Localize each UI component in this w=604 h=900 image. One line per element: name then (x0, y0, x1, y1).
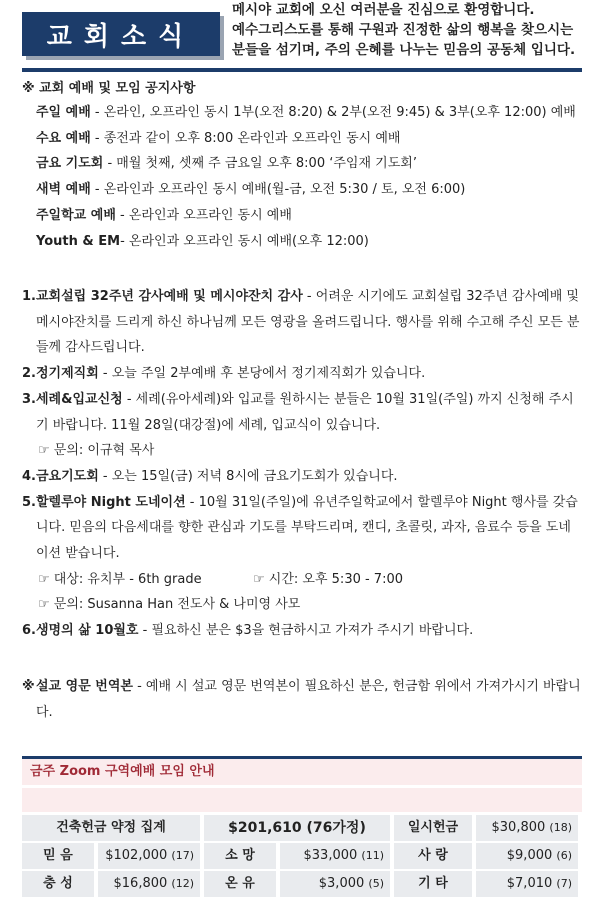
news-title: 생명의 삶 10월호 (36, 623, 139, 639)
news-body: - 어려운 시기에도 교회설립 32주년 감사예배 및 메시야잔치를 드리게 하신 하나님께 모든 영광을 올려드립니다. 행사를 위해 수고해 주신 모든 분들께 감사드립니다. (36, 289, 580, 356)
news-list (22, 284, 582, 644)
news-number: 1. (22, 289, 36, 304)
news-body: - 세례(유아세례)와 입교를 원하시는 분들은 10월 31일(주일) 까지 신청해 주시기 바랍니다. 11월 28일(대강절)에 세례, 입교식이 있습니다. (36, 391, 574, 433)
table-row (20, 842, 580, 870)
amount-count: (18) (549, 821, 572, 834)
amount-value: $16,800 (113, 876, 168, 891)
sermon-translation-note (22, 674, 582, 725)
news-number: 3. (22, 391, 36, 407)
amount-value: $9,000 (506, 848, 553, 863)
news-text (36, 490, 582, 567)
amount-count: (5) (368, 877, 384, 890)
news-body: - 필요하신 분은 $3을 현금하시고 가져가 주시기 바랍니다. (138, 623, 474, 639)
welcome-message (232, 0, 592, 60)
news-text (36, 464, 582, 490)
news-item (22, 618, 582, 644)
news-text (36, 618, 582, 644)
news-item (22, 361, 582, 387)
note-text (36, 674, 582, 725)
news-title: 교회설립 32주년 감사예배 및 메시야잔치 감사 (36, 289, 303, 304)
event-time: ☞ 시간: 오후 5:30 - 7:00 (253, 571, 404, 587)
amount-value: $7,010 (506, 876, 553, 891)
offering-amount (98, 843, 200, 869)
news-item (22, 387, 582, 438)
service-item (22, 151, 582, 177)
building-fund-label: 건축헌금 약정 집계 (22, 815, 200, 841)
news-number: 6. (22, 623, 36, 639)
offering-table (20, 814, 580, 898)
offering-label: 믿 음 (22, 843, 94, 869)
note-title: 설교 영문 번역본 (36, 679, 133, 694)
service-detail: - 종전과 같이 오후 8:00 온라인과 오프라인 동시 예배 (90, 130, 401, 146)
table-row (20, 814, 580, 842)
amount-count: (12) (171, 877, 194, 890)
service-detail: - 매월 첫째, 셋째 주 금요일 오후 8:00 ‘주임재 기도회’ (103, 156, 417, 172)
news-text (36, 284, 582, 361)
amount-count: (11) (361, 849, 384, 862)
service-name: 주일학교 예배 (36, 207, 116, 223)
special-offering-label: 일시헌금 (394, 815, 472, 841)
amount-count: (6) (556, 849, 572, 862)
offering-label: 온 유 (204, 871, 276, 897)
service-name: 새벽 예배 (36, 182, 91, 198)
welcome-line: 메시야 교회에 오신 여러분을 진심으로 환영합니다. (232, 2, 535, 18)
service-detail: - 온라인과 오프라인 동시 예배(월-금, 오전 5:30 / 토, 오전 6:00) (90, 182, 466, 198)
offering-label: 사 랑 (394, 843, 472, 869)
special-offering-amount (476, 815, 578, 841)
news-item (22, 284, 582, 361)
zoom-section-body (22, 788, 582, 812)
event-target: ☞ 대상: 유치부 - 6th grade (38, 571, 202, 587)
amount-value: $33,000 (303, 848, 358, 863)
service-notice (22, 78, 582, 254)
service-detail: - 온라인과 오프라인 동시 예배(오후 12:00) (120, 233, 369, 249)
news-title: 세례&입교신청 (36, 391, 123, 407)
news-body: - 오는 15일(금) 저녁 8시에 금요기도회가 있습니다. (98, 468, 398, 484)
divider (22, 68, 582, 72)
offering-amount (98, 871, 200, 897)
offering-label: 충 성 (22, 871, 94, 897)
offering-amount (280, 871, 390, 897)
service-detail: - 온라인과 오프라인 동시 예배 (115, 207, 292, 223)
contact-note: ☞ 문의: 이규혁 목사 (38, 443, 155, 459)
offering-amount (476, 871, 578, 897)
news-title: 금요기도회 (36, 468, 99, 484)
service-name: 금요 기도회 (36, 156, 104, 172)
service-name: Youth & EM (36, 233, 121, 249)
offering-label: 소 망 (204, 843, 276, 869)
news-body: - 오늘 주일 2부예배 후 본당에서 정기제직회가 있습니다. (98, 366, 426, 382)
offering-label: 기 타 (394, 871, 472, 897)
zoom-section-title: 금주 Zoom 구역예배 모임 안내 (22, 759, 582, 785)
welcome-line: 예수그리스도를 통해 구원과 진정한 삶의 행복을 찾으시는 (232, 22, 574, 38)
service-item (22, 203, 582, 229)
page-title: 교회소식 (22, 12, 220, 56)
notice-heading: ※ 교회 예배 및 모임 공지사항 (22, 81, 196, 96)
amount-value: $30,800 (491, 820, 546, 835)
service-item (22, 100, 582, 126)
service-item (22, 229, 582, 255)
table-row (20, 870, 580, 898)
contact-note: ☞ 문의: Susanna Han 전도사 & 나미영 사모 (38, 597, 301, 613)
service-item (22, 126, 582, 152)
note-mark: ※ (22, 679, 35, 694)
service-name: 주일 예배 (36, 105, 91, 120)
news-text (36, 387, 582, 438)
amount-value: $102,000 (105, 848, 168, 863)
service-detail: - 온라인, 오프라인 동시 1부(오전 8:20) & 2부(오전 9:45) & 3부(오후 12:00) 예배 (90, 105, 576, 120)
news-title: 정기제직회 (36, 366, 99, 382)
building-fund-amount: $201,610 (76가정) (204, 815, 390, 841)
service-item (22, 177, 582, 203)
offering-amount (476, 843, 578, 869)
amount-count: (17) (171, 849, 194, 862)
news-item (22, 464, 582, 490)
news-number: 5. (22, 494, 36, 510)
news-title: 할렐루야 Night 도네이션 (36, 494, 186, 510)
news-number: 4. (22, 468, 36, 484)
amount-count: (7) (556, 877, 572, 890)
welcome-line: 분들을 섬기며, 주의 은혜를 나누는 믿음의 공동체 입니다. (232, 42, 576, 58)
amount-value: $3,000 (318, 876, 365, 891)
news-item (22, 490, 582, 567)
news-text (36, 361, 582, 387)
news-body: - 10월 31일(주일)에 유년주일학교에서 할렐루야 Night 행사를 갖습니다. 믿음의 다음세대를 향한 관심과 기도를 부탁드리며, 캔디, 초콜릿, 과자, 음료수 등을 도네이션 받습니다. (36, 494, 578, 562)
event-details (22, 567, 582, 593)
service-name: 수요 예배 (36, 130, 91, 146)
offering-amount (280, 843, 390, 869)
news-number: 2. (22, 366, 36, 382)
header (0, 0, 604, 70)
note-body: - 예배 시 설교 영문 번역본이 필요하신 분은, 헌금함 위에서 가져가시기 바랍니다. (36, 679, 581, 720)
